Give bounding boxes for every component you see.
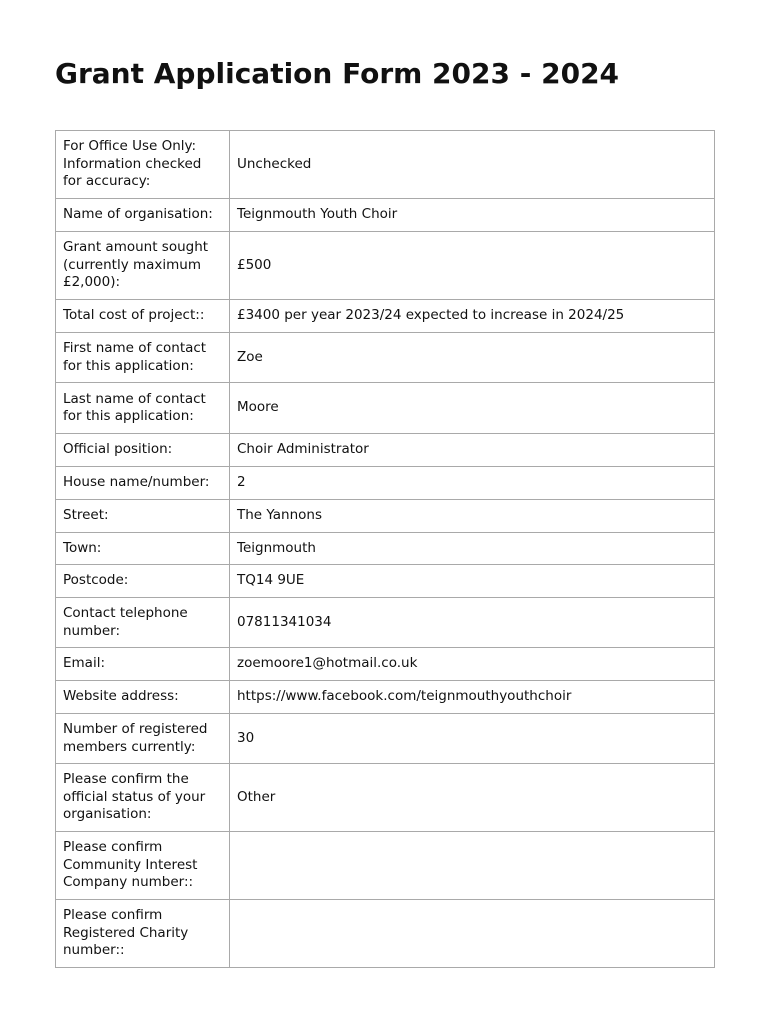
field-label: Total cost of project:: — [56, 300, 230, 333]
form-row — [56, 648, 715, 681]
field-value: https://www.facebook.com/teignmouthyouthchoir — [230, 681, 715, 714]
field-value: 30 — [230, 714, 715, 764]
field-value: Moore — [230, 383, 715, 434]
field-value: Teignmouth Youth Choir — [230, 199, 715, 232]
form-row — [56, 232, 715, 300]
field-label: Contact telephone number: — [56, 598, 230, 648]
field-value: 2 — [230, 467, 715, 500]
field-value — [230, 900, 715, 968]
field-label: Website address: — [56, 681, 230, 714]
field-value: £500 — [230, 232, 715, 300]
form-row — [56, 333, 715, 383]
field-value: 07811341034 — [230, 598, 715, 648]
field-label: House name/number: — [56, 467, 230, 500]
form-row — [56, 598, 715, 648]
form-row — [56, 533, 715, 565]
form-row — [56, 764, 715, 832]
field-label: Grant amount sought (currently maximum £2,000): — [56, 232, 230, 300]
field-label: Last name of contact for this application: — [56, 383, 230, 434]
form-row — [56, 832, 715, 900]
form-row — [56, 900, 715, 968]
form-row — [56, 383, 715, 434]
field-value: Zoe — [230, 333, 715, 383]
field-value: TQ14 9UE — [230, 565, 715, 598]
field-label: Please confirm the official status of your organisation: — [56, 764, 230, 832]
field-label: For Office Use Only: Information checked for accuracy: — [56, 131, 230, 199]
field-label: Please confirm Community Interest Company number:: — [56, 832, 230, 900]
field-value: Choir Administrator — [230, 434, 715, 467]
field-label: Street: — [56, 500, 230, 533]
field-label: Town: — [56, 533, 230, 565]
form-row — [56, 300, 715, 333]
field-value: zoemoore1@hotmail.co.uk — [230, 648, 715, 681]
field-label: Postcode: — [56, 565, 230, 598]
field-label: Email: — [56, 648, 230, 681]
field-value — [230, 832, 715, 900]
form-row — [56, 131, 715, 199]
form-row — [56, 199, 715, 232]
field-value: £3400 per year 2023/24 expected to increase in 2024/25 — [230, 300, 715, 333]
form-row — [56, 467, 715, 500]
field-label: Number of registered members currently: — [56, 714, 230, 764]
application-form-table — [55, 130, 715, 968]
field-value: Unchecked — [230, 131, 715, 199]
field-label: Name of organisation: — [56, 199, 230, 232]
field-value: The Yannons — [230, 500, 715, 533]
form-row — [56, 565, 715, 598]
field-value: Teignmouth — [230, 533, 715, 565]
field-label: Official position: — [56, 434, 230, 467]
form-row — [56, 714, 715, 764]
form-row — [56, 681, 715, 714]
page-title: Grant Application Form 2023 - 2024 — [55, 57, 620, 90]
form-row — [56, 434, 715, 467]
form-row — [56, 500, 715, 533]
field-label: Please confirm Registered Charity number:: — [56, 900, 230, 968]
field-label: First name of contact for this application: — [56, 333, 230, 383]
field-value: Other — [230, 764, 715, 832]
